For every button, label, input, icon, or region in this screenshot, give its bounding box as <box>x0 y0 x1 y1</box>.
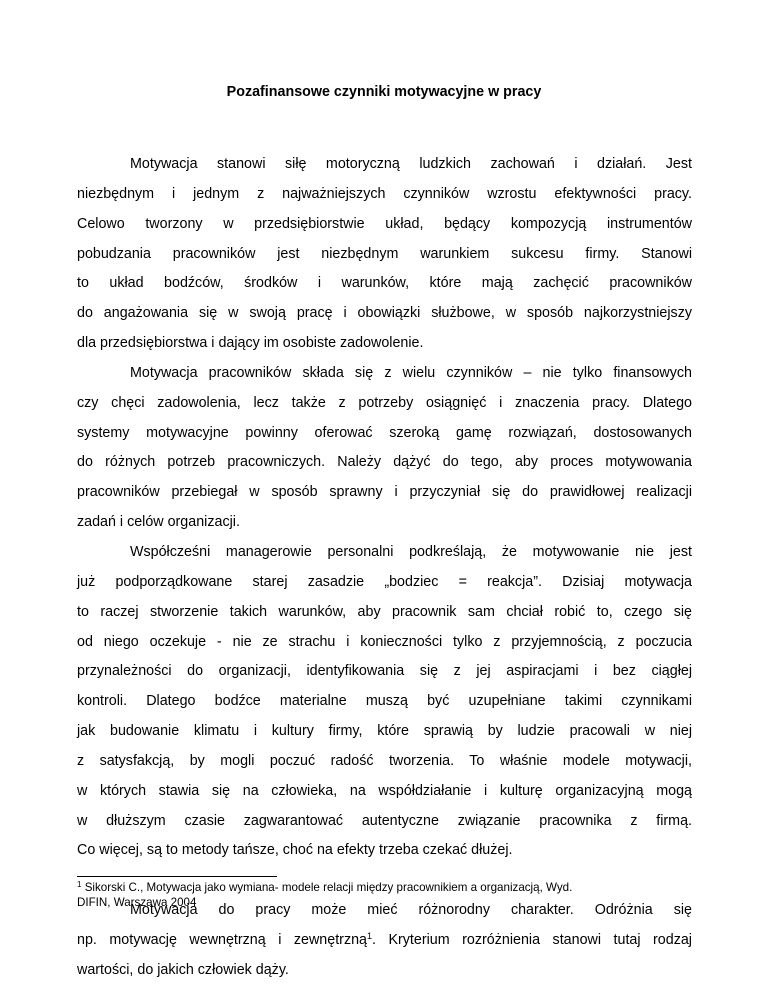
footnote-line: DIFIN, Warszawa 2004 <box>77 896 197 909</box>
paragraph-line: w dłuższym czasie zagwarantować autentyczne związanie pracownika z firmą. <box>77 812 692 829</box>
paragraph-line: z satysfakcją, by mogli poczuć radość tworzenia. To właśnie modele motywacji, <box>77 752 692 769</box>
footnote-text: Sikorski C., Motywacja jako wymiana- modele relacji między pracownikiem a organizacją, Wyd. <box>84 881 573 894</box>
paragraph-line: przynależności do organizacji, identyfikowania się z jej aspiracjami i bez ciągłej <box>77 663 692 680</box>
footnote-number: 1 <box>77 880 82 889</box>
paragraph-line: to układ bodźców, środków i warunków, które mają zachęcić pracowników <box>77 275 692 292</box>
paragraph-line: do różnych potrzeb pracowniczych. Należy dążyć do tego, aby proces motywowania <box>77 454 692 471</box>
paragraph-line: zadań i celów organizacji. <box>77 514 240 531</box>
paragraph-line: już podporządkowane starej zasadzie „bodziec = reakcja”. Dzisiaj motywacja <box>77 573 692 590</box>
paragraph-line: Motywacja do pracy może mieć różnorodny charakter. Odróżnia się <box>130 902 692 919</box>
text-segment: . Kryterium rozróżnienia stanowi tutaj rodzaj <box>372 932 692 949</box>
paragraph-line: Celowo tworzony w przedsiębiorstwie układ, będący kompozycją instrumentów <box>77 215 692 232</box>
paragraph-line: pobudzania pracowników jest niezbędnym warunkiem sukcesu firmy. Stanowi <box>77 245 692 262</box>
paragraph-line-with-footnote <box>77 926 692 956</box>
paragraph-line: czy chęci zadowolenia, lecz także z potrzeby osiągnięć i znaczenia pracy. Dlatego <box>77 394 692 411</box>
document-title: Pozafinansowe czynniki motywacyjne w pracy <box>226 84 542 100</box>
paragraph-line: w których stawia się na człowieka, na współdziałanie i kulturę organizacyjną mogą <box>77 782 692 799</box>
document-body <box>77 150 692 986</box>
paragraph-line: Motywacja pracowników składa się z wielu czynników – nie tylko finansowych <box>130 364 692 381</box>
paragraph-line: Współcześni managerowie personalni podkreślają, że motywowanie nie jest <box>130 543 692 560</box>
paragraph-line: jak budowanie klimatu i kultury firmy, które sprawią by ludzie pracowali w niej <box>77 723 692 740</box>
paragraph-line: systemy motywacyjne powinny oferować szeroką gamę rozwiązań, dostosowanych <box>77 424 692 441</box>
footnote-line <box>77 880 692 895</box>
paragraph-line: dla przedsiębiorstwa i dający im osobiste zadowolenie. <box>77 335 424 352</box>
footnote-separator <box>77 876 277 877</box>
footnote-reference[interactable]: 1 <box>367 931 373 942</box>
paragraph-2 <box>77 359 692 538</box>
paragraph-3 <box>77 538 692 866</box>
paragraph-line: wartości, do jakich człowiek dąży. <box>77 961 289 978</box>
paragraph-line: niezbędnym i jednym z najważniejszych czynników wzrostu efektywności pracy. <box>77 185 692 202</box>
paragraph-line: pracowników przebiegał w sposób sprawny i przyczyniał się do prawidłowej realizacji <box>77 484 692 501</box>
paragraph-line: Co więcej, są to metody tańsze, choć na efekty trzeba czekać dłużej. <box>77 842 513 859</box>
paragraph-line: Motywacja stanowi siłę motoryczną ludzkich zachowań i działań. Jest <box>130 156 692 172</box>
paragraph-line: to raczej stworzenie takich warunków, aby pracownik sam chciał robić to, czego się <box>77 603 692 620</box>
paragraph-line: kontroli. Dlatego bodźce materialne muszą być uzupełniane takimi czynnikami <box>77 693 692 710</box>
paragraph-line: do angażowania się w swoją pracę i obowiązki służbowe, w sposób najkorzystniejszy <box>77 305 692 322</box>
text-segment: np. motywację wewnętrzną i zewnętrzną <box>77 932 367 949</box>
paragraph-line: od niego oczekuje - nie ze strachu i konieczności tylko z przyjemnością, z poczucia <box>77 633 692 650</box>
paragraph-1 <box>77 150 692 359</box>
footnote <box>77 880 692 910</box>
